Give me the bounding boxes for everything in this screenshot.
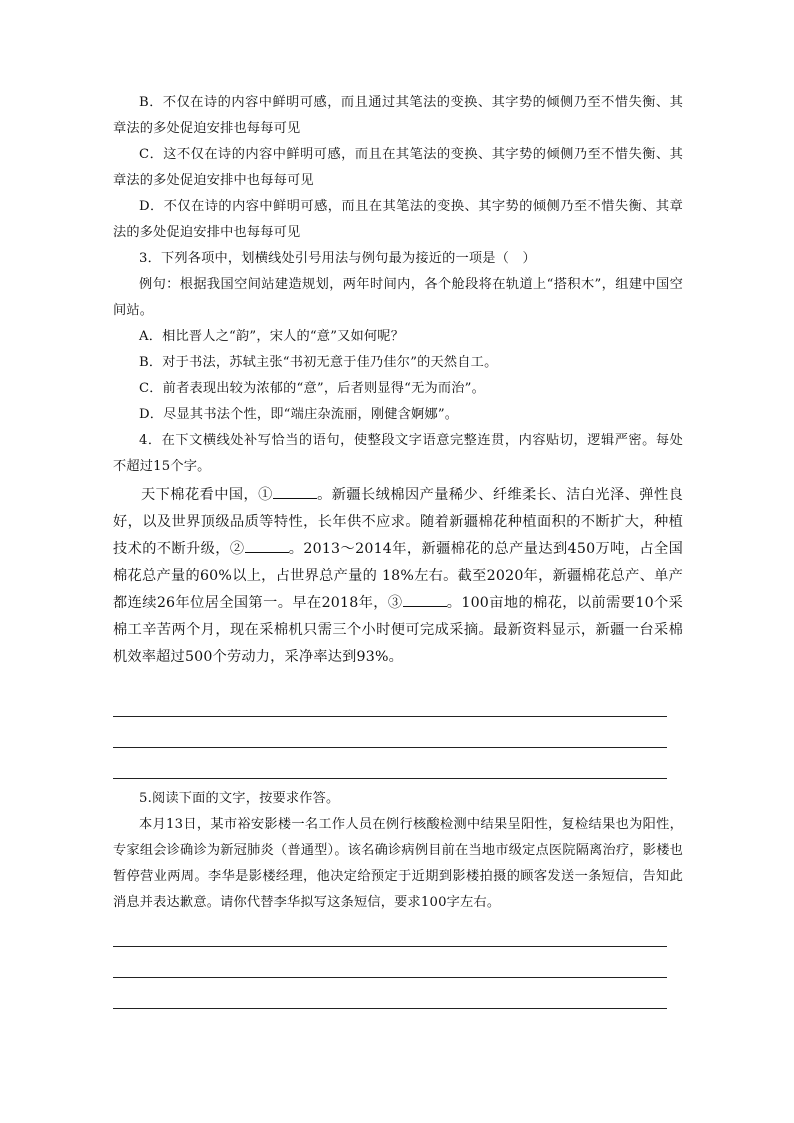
answer-blank-1[interactable]: [273, 484, 317, 499]
question-3-example: 例句：根据我国空间站建造规划，两年时间内，各个舱段将在轨道上“搭积木”，组建中国空间站。: [113, 277, 683, 318]
document-page: [113, 90, 683, 671]
answer-line[interactable]: [113, 747, 667, 748]
passage-text-1: 天下棉花看中国，①: [141, 487, 273, 503]
question-3-option-c: C．前者表现出较为浓郁的“意”，后者则显得“无为而治”。: [139, 381, 485, 396]
question-4-stem: 4．在下文横线处补写恰当的语句，使整段文字语意完整连贯，内容贴切，逻辑严密。每处不超过15个字。: [113, 433, 683, 474]
question-5-block: [113, 786, 683, 916]
passage-text-2: 。新疆长绒棉因产量稀少、纤维柔长、洁白光泽、弹性良好，以及世界顶级品质等特性，长年供不应求。随着新疆棉花种植面积的不断扩大，种植技术的不断升级，②: [113, 487, 683, 557]
answer-blank-3[interactable]: [403, 592, 447, 607]
option-c-q2: C．这不仅在诗的内容中鲜明可感，而且在其笔法的变换、其字势的倾侧乃至不惜失衡、其章法的多处促迫安排中也每每可见: [113, 147, 683, 188]
question-3-option-a: A．相比晋人之“韵”，宋人的“意”又如何呢？: [139, 329, 405, 344]
answer-line[interactable]: [113, 946, 667, 947]
passage-text-3: 。2013～2014年，新疆棉花的总产量达到450万吨，占全国棉花总产量的60%以上，占世界总产量的 18%左右。截至2020年，新疆棉花总产、单产都连续26年位居全国第一。早在2018年，③: [113, 541, 683, 611]
question-5-passage: 本月13日，某市裕安影楼一名工作人员在例行核酸检测中结果呈阳性，复检结果也为阳性，专家组会诊确诊为新冠肺炎（普通型）。该名确诊病例目前在当地市级定点医院隔离治疗，影楼也暂停营业两周。李华是影楼经理，他决定给预定于近期到影楼拍摄的顾客发送一条短信，告知此消息并表达歉意。请你代替李华拟写这条短信，要求100字左右。: [113, 817, 683, 910]
question-3-option-d: D．尽显其书法个性，即“端庄杂流丽，刚健含婀娜”。: [139, 407, 459, 422]
answer-line[interactable]: [113, 778, 667, 779]
answer-line[interactable]: [113, 1008, 667, 1009]
passage-text-4: 。100亩地的棉花，以前需要10个采棉工辛苦两个月，现在采棉机只需三个小时便可完成采摘。最新资料显示，新疆一台采棉机效率超过500个劳动力，采净率达到93%。: [113, 595, 684, 665]
answer-line[interactable]: [113, 716, 667, 717]
option-d-q2: D．不仅在诗的内容中鲜明可感，而且在其笔法的变换、其字势的倾侧乃至不惜失衡、其章法的多处促迫安排中也每每可见: [113, 199, 683, 240]
question-3-option-b: B．对于书法，苏轼主张“书初无意于佳乃佳尔”的天然自工。: [139, 355, 498, 370]
question-3-stem: 3．下列各项中，划横线处引号用法与例句最为接近的一项是（ ）: [139, 251, 536, 266]
question-5-stem: 5.阅读下面的文字，按要求作答。: [139, 791, 340, 806]
answer-line[interactable]: [113, 977, 667, 978]
question-4-passage: [113, 482, 683, 671]
option-b-q2: B．不仅在诗的内容中鲜明可感，而且通过其笔法的变换、其字势的倾侧乃至不惜失衡、其章法的多处促迫安排也每每可见: [113, 95, 683, 136]
answer-blank-2[interactable]: [245, 538, 289, 553]
